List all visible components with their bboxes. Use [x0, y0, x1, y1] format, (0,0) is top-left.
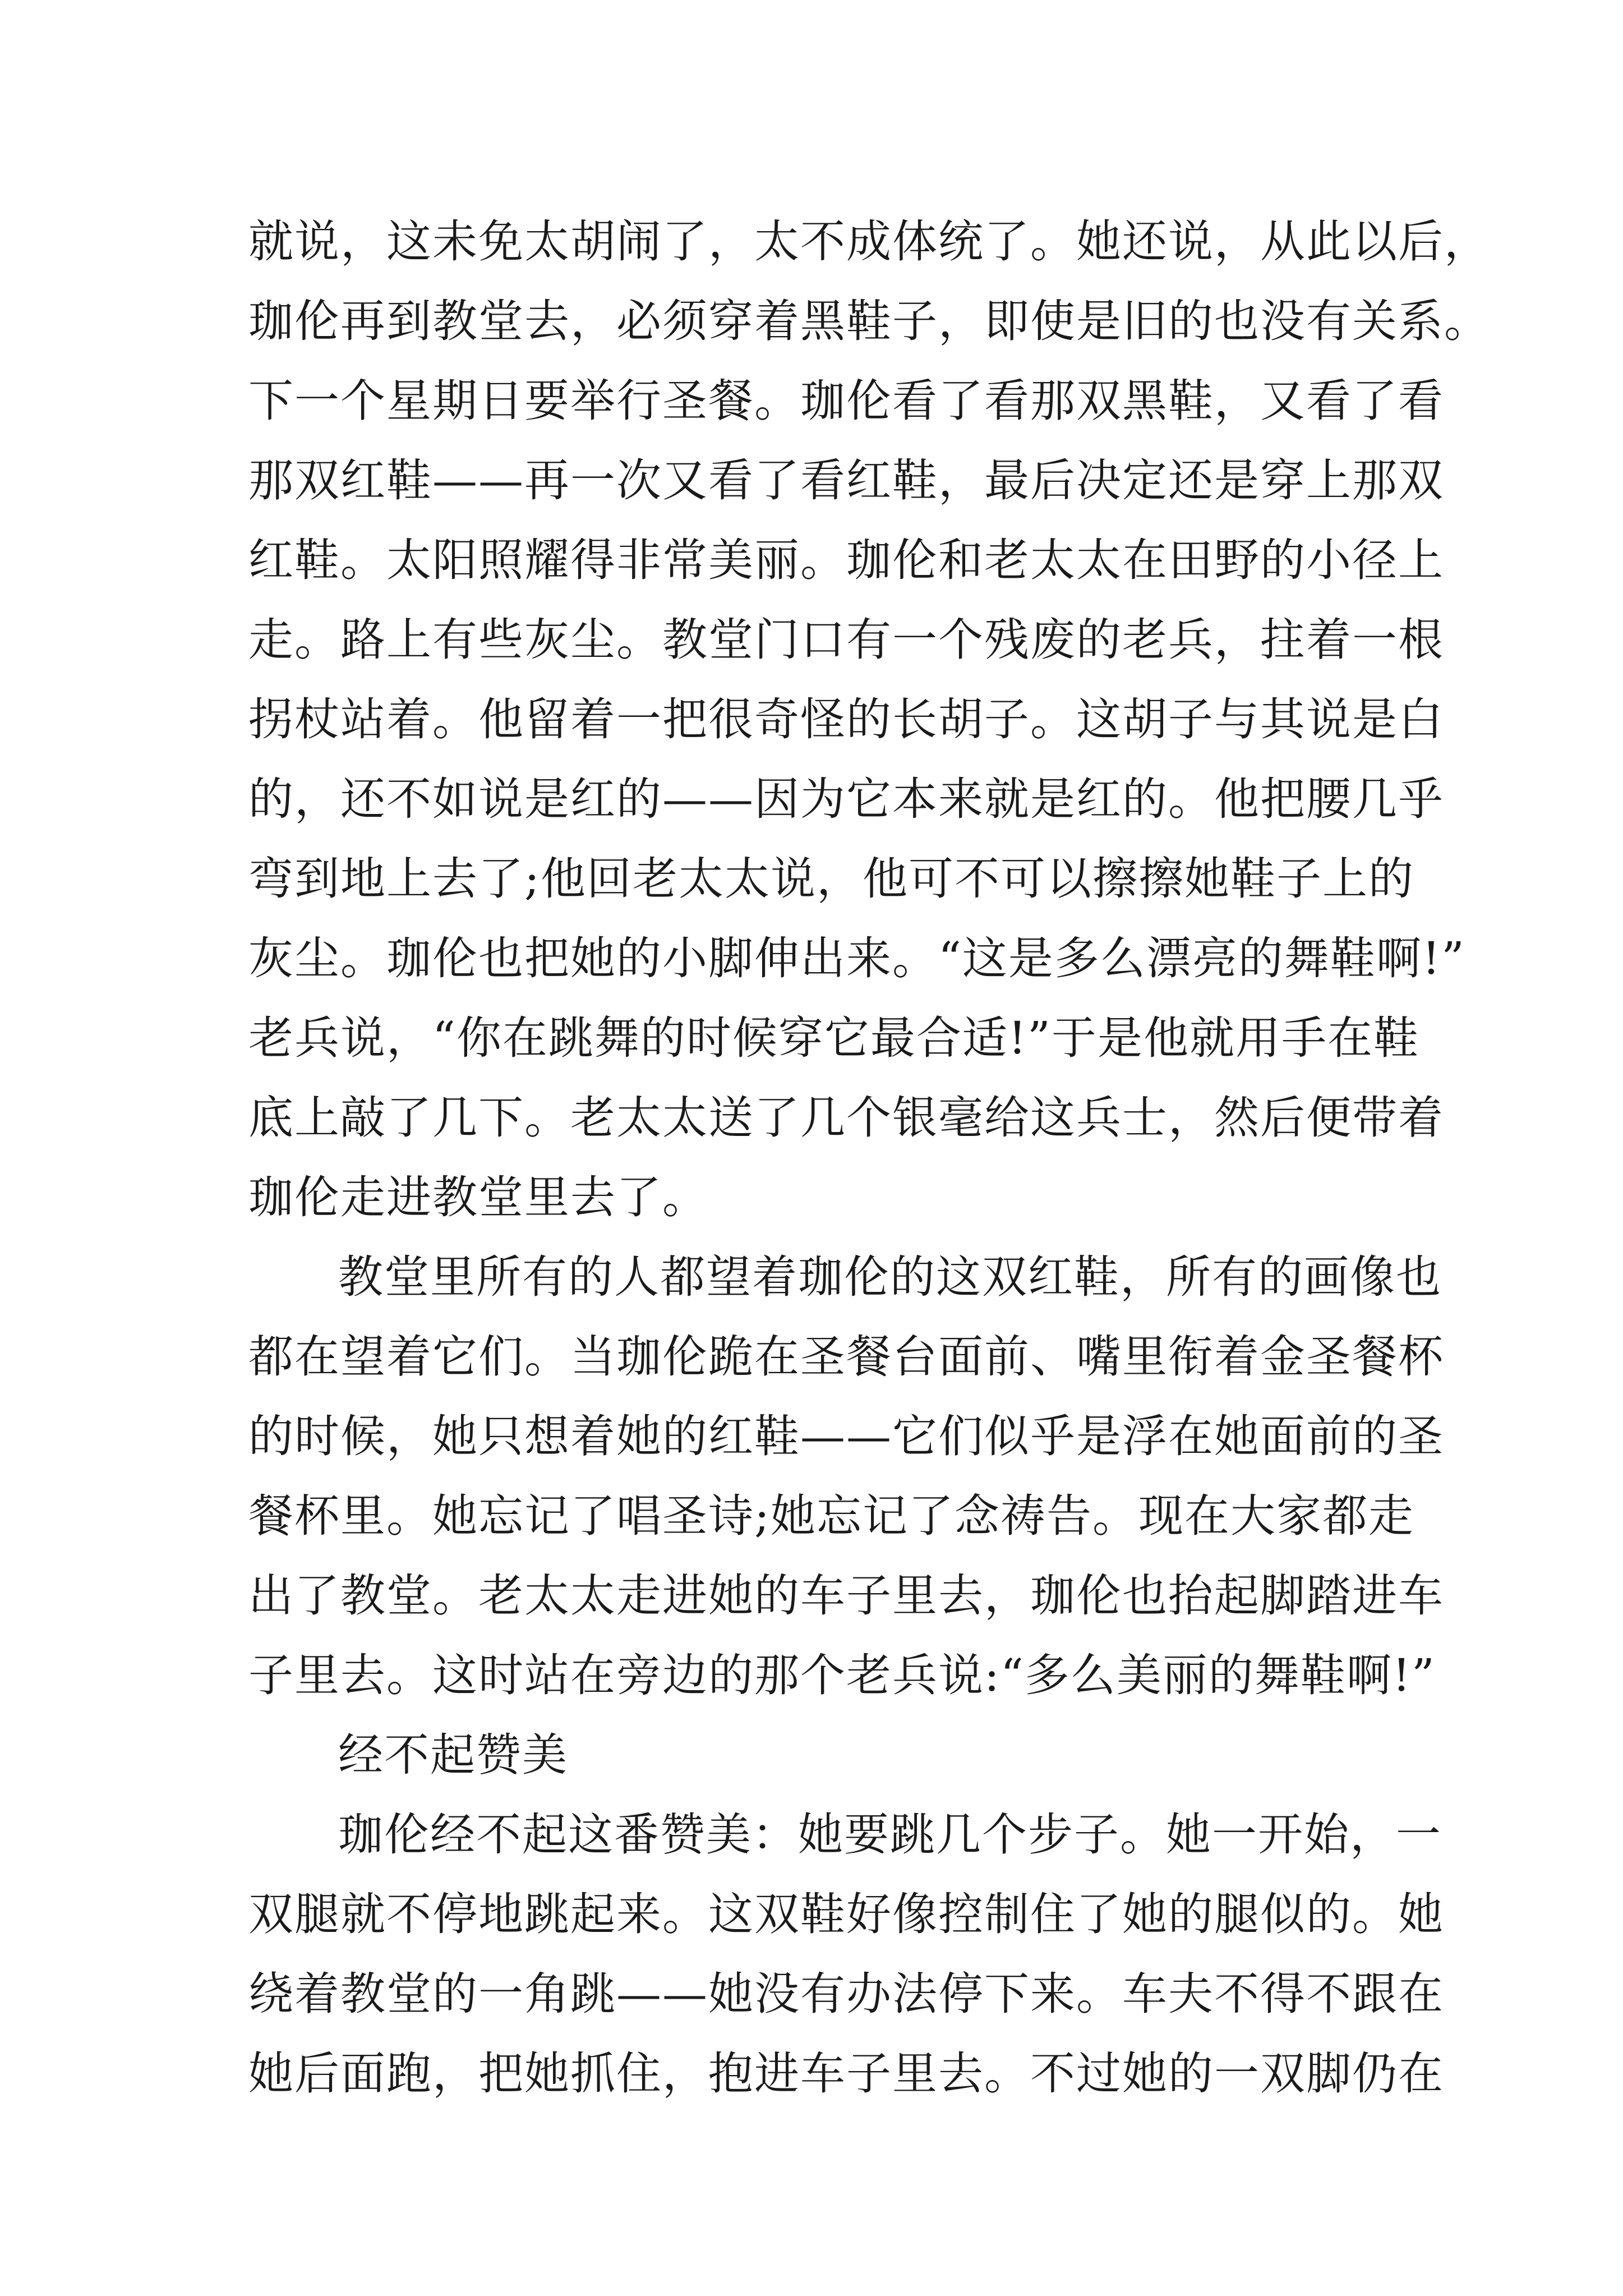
text-line: 绕着教堂的一角跳——她没有办法停下来。车夫不得不跟在 — [248, 1968, 1444, 2020]
text-line: 的时候，她只想着她的红鞋——它们似乎是浮在她面前的圣 — [248, 1410, 1444, 1462]
text-line: 的，还不如说是红的——因为它本来就是红的。他把腰几乎 — [248, 773, 1444, 825]
text-line: 都在望着它们。当珈伦跪在圣餐台面前、嘴里衔着金圣餐杯 — [248, 1331, 1444, 1383]
text-line: 子里去。这时站在旁边的那个老兵说:“多么美丽的舞鞋啊!” — [248, 1649, 1436, 1701]
text-line: 珈伦再到教堂去，必须穿着黑鞋子，即使是旧的也没有关系。 — [248, 295, 1490, 347]
text-line: 红鞋。太阳照耀得非常美丽。珈伦和老太太在田野的小径上 — [248, 534, 1444, 586]
text-line: 老兵说，“你在跳舞的时候穿它最合适!”于是他就用手在鞋 — [248, 1012, 1419, 1064]
text-line: 底上敲了几下。老太太送了几个银毫给这兵士，然后便带着 — [248, 1092, 1444, 1144]
text-line: 弯到地上去了;他回老太太说，他可不可以擦擦她鞋子上的 — [248, 853, 1414, 905]
text-line: 下一个星期日要举行圣餐。珈伦看了看那双黑鞋，又看了看 — [248, 375, 1444, 427]
text-line: 餐杯里。她忘记了唱圣诗;她忘记了念祷告。现在大家都走 — [248, 1490, 1414, 1542]
text-line: 她后面跑，把她抓住，抱进车子里去。不过她的一双脚仍在 — [248, 2047, 1444, 2100]
text-line: 就说，这未免太胡闹了，太不成体统了。她还说，从此以后， — [248, 215, 1490, 268]
text-line: 珈伦走进教堂里去了。 — [248, 1171, 708, 1223]
text-line: 拐杖站着。他留着一把很奇怪的长胡子。这胡子与其说是白 — [248, 693, 1444, 746]
section-heading: 经不起赞美 — [338, 1729, 568, 1781]
text-line: 灰尘。珈伦也把她的小脚伸出来。“这是多么漂亮的舞鞋啊!” — [248, 932, 1465, 984]
text-line: 走。路上有些灰尘。教堂门口有一个残废的老兵，拄着一根 — [248, 614, 1444, 666]
paragraph-first-line: 珈伦经不起这番赞美：她要跳几个步子。她一开始，一 — [338, 1809, 1442, 1861]
text-line: 双腿就不停地跳起来。这双鞋好像控制住了她的腿似的。她 — [248, 1888, 1444, 1940]
text-line: 出了教堂。老太太走进她的车子里去，珈伦也抬起脚踏进车 — [248, 1570, 1444, 1622]
document-body — [248, 202, 1490, 2114]
text-line: 那双红鞋——再一次又看了看红鞋，最后决定还是穿上那双 — [248, 454, 1444, 507]
paragraph-first-line: 教堂里所有的人都望着珈伦的这双红鞋，所有的画像也 — [338, 1251, 1442, 1303]
